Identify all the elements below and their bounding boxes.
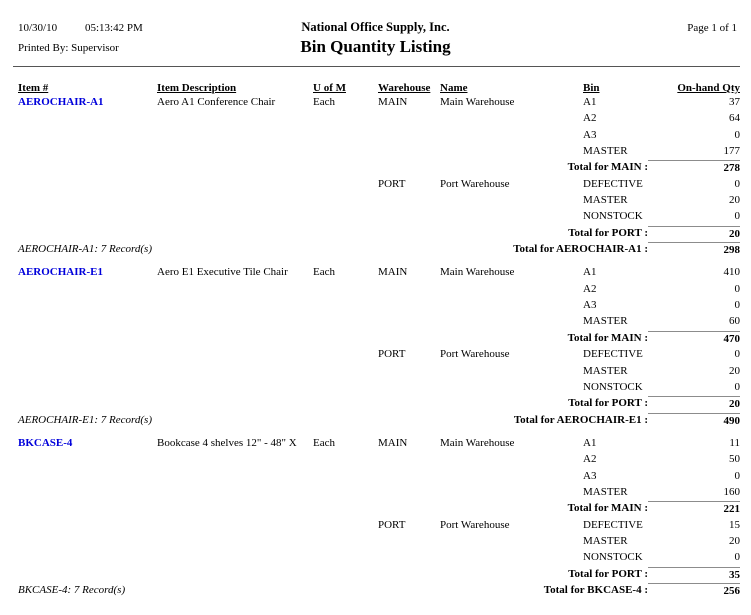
bin-data-row [18,347,740,363]
warehouse-total-qty: 20 [648,396,740,412]
warehouse-total-label: Total for MAIN : [567,502,648,515]
item-summary-row [18,413,740,429]
bin-data-row [18,518,740,534]
item-number-link [18,177,157,193]
item-description [157,193,313,209]
column-header-bin [583,82,648,94]
item-description [157,485,313,501]
bin-code: A2 [583,112,597,125]
warehouse-total-qty: 20 [648,226,740,242]
warehouse-code [378,209,440,225]
bin-data-row [18,193,740,209]
warehouse-code [378,452,440,468]
bin-code: MASTER [583,485,628,498]
onhand-qty-value: 0 [734,299,740,312]
header-divider [13,66,740,67]
unit-of-measure: Each [313,266,335,279]
item-total-qty: 490 [648,413,740,429]
warehouse-code [378,193,440,209]
warehouse-name [440,485,583,501]
warehouse-name [440,550,583,566]
warehouse-total-row [18,226,740,242]
onhand-qty-value: 60 [729,315,740,328]
onhand-qty-value: 11 [729,436,740,449]
company-name: National Office Supply, Inc. [301,20,450,34]
item-number-link [18,469,157,485]
item-number-link [18,452,157,468]
item-description [157,534,313,550]
item-description [157,111,313,127]
onhand-qty-value: 177 [723,145,740,158]
item-number-link [18,144,157,160]
bin-code: DEFECTIVE [583,348,643,361]
item-description [157,209,313,225]
bin-code: MASTER [583,145,628,158]
unit-of-measure [313,128,378,144]
unit-of-measure [313,347,378,363]
bin-data-row [18,452,740,468]
unit-of-measure [313,452,378,468]
column-header-name-label: Name [440,82,468,94]
block-gap [18,429,740,436]
bin-data-row [18,282,740,298]
record-count-label: AEROCHAIR-A1: 7 Record(s) [18,243,152,256]
bin-code: MASTER [583,194,628,207]
warehouse-name [440,469,583,485]
item-description: Aero E1 Executive Tile Chair [157,266,288,279]
item-description [157,469,313,485]
warehouse-code [378,550,440,566]
onhand-qty-value: 160 [723,485,740,498]
bin-code: A2 [583,453,597,466]
bin-data-row [18,128,740,144]
item-number-link[interactable]: BKCASE-4 [18,436,73,449]
warehouse-name: Port Warehouse [440,348,510,361]
item-number-link [18,209,157,225]
warehouse-code: PORT [378,348,406,361]
column-header-onhand-qty [648,82,740,94]
bin-code: MASTER [583,534,628,547]
warehouse-name: Port Warehouse [440,177,510,190]
item-number-link [18,193,157,209]
warehouse-code: PORT [378,518,406,531]
block-gap [18,258,740,265]
page-number: Page 1 of 1 [687,22,737,34]
bin-data-row [18,550,740,566]
bin-code: A3 [583,128,597,141]
item-number-link [18,364,157,380]
onhand-qty-value: 20 [729,364,740,377]
onhand-qty-value: 0 [734,469,740,482]
warehouse-name [440,534,583,550]
warehouse-name [440,314,583,330]
item-number-link [18,111,157,127]
onhand-qty-value: 50 [729,453,740,466]
warehouse-code [378,469,440,485]
item-total-label: Total for AEROCHAIR-A1 : [513,243,648,256]
report-title: Bin Quantity Listing [300,37,451,56]
record-count-label: BKCASE-4: 7 Record(s) [18,583,126,596]
onhand-qty-value: 0 [734,177,740,190]
column-header-warehouse [378,82,440,94]
warehouse-code: MAIN [378,96,408,108]
item-description [157,298,313,314]
unit-of-measure [313,111,378,127]
bin-code: NONSTOCK [583,380,643,393]
warehouse-total-qty: 278 [648,160,740,176]
warehouse-name [440,364,583,380]
column-header-bin-label: Bin [583,82,600,94]
unit-of-measure [313,144,378,160]
onhand-qty-value: 0 [734,128,740,141]
bin-data-row [18,95,740,111]
column-header-description [157,82,313,94]
item-number-link [18,485,157,501]
item-total-label: Total for AEROCHAIR-E1 : [513,413,648,426]
warehouse-code [378,380,440,396]
unit-of-measure [313,534,378,550]
column-header-warehouse-label: Warehouse [378,82,431,94]
item-description [157,518,313,534]
bin-code: MASTER [583,364,628,377]
warehouse-total-label: Total for PORT : [568,397,648,410]
unit-of-measure [313,298,378,314]
warehouse-code [378,282,440,298]
item-description [157,364,313,380]
warehouse-name [440,452,583,468]
warehouse-name: Main Warehouse [440,436,515,449]
item-description [157,380,313,396]
unit-of-measure [313,380,378,396]
item-number-link [18,518,157,534]
warehouse-code: PORT [378,177,406,190]
onhand-qty-value: 0 [734,348,740,361]
bin-data-row [18,209,740,225]
warehouse-total-row [18,331,740,347]
onhand-qty-value: 64 [729,112,740,125]
item-number-link [18,128,157,144]
unit-of-measure [313,518,378,534]
item-number-link [18,298,157,314]
warehouse-name [440,128,583,144]
item-number-link[interactable]: AEROCHAIR-A1 [18,96,104,108]
warehouse-code [378,298,440,314]
record-count-label: AEROCHAIR-E1: 7 Record(s) [18,413,152,426]
onhand-qty-value: 410 [723,266,740,279]
column-header-name [440,82,583,94]
unit-of-measure: Each [313,436,335,449]
printed-by: Printed By: Supervisor [18,42,119,54]
warehouse-name: Main Warehouse [440,96,515,108]
unit-of-measure [313,469,378,485]
bin-data-row [18,314,740,330]
onhand-qty-value: 15 [729,518,740,531]
warehouse-total-label: Total for PORT : [568,567,648,580]
warehouse-name [440,111,583,127]
bin-data-row [18,469,740,485]
report-rows [18,95,740,599]
item-description [157,550,313,566]
item-description [157,314,313,330]
bin-data-row [18,265,740,281]
bin-data-row [18,144,740,160]
bin-data-row [18,364,740,380]
warehouse-total-label: Total for PORT : [568,226,648,239]
item-number-link[interactable]: AEROCHAIR-E1 [18,266,103,279]
bin-data-row [18,380,740,396]
bin-code: A1 [583,96,597,108]
column-header-uom [313,82,378,94]
warehouse-code [378,111,440,127]
warehouse-code [378,314,440,330]
column-header-description-label: Item Description [157,82,237,94]
warehouse-total-label: Total for MAIN : [567,331,648,344]
warehouse-code: MAIN [378,436,408,449]
onhand-qty-value: 20 [729,194,740,207]
onhand-qty-value: 0 [734,551,740,564]
column-header-item [18,82,157,94]
warehouse-name [440,144,583,160]
item-description: Bookcase 4 shelves 12" - 48" X [157,436,297,449]
warehouse-total-row [18,396,740,412]
warehouse-code [378,128,440,144]
bin-data-row [18,436,740,452]
bin-code: A1 [583,436,597,449]
item-number-link [18,282,157,298]
warehouse-total-qty: 35 [648,567,740,583]
warehouse-name: Main Warehouse [440,266,515,279]
item-total-qty: 256 [648,583,740,599]
item-summary-row [18,583,740,599]
warehouse-name [440,209,583,225]
warehouse-total-row [18,501,740,517]
item-description [157,282,313,298]
item-description [157,452,313,468]
warehouse-code: MAIN [378,266,408,279]
item-number-link [18,534,157,550]
report-time: 05:13:42 PM [85,22,143,34]
unit-of-measure [313,177,378,193]
bin-code: MASTER [583,315,628,328]
onhand-qty-value: 0 [734,210,740,223]
bin-code: A1 [583,266,597,279]
item-summary-row [18,242,740,258]
unit-of-measure [313,282,378,298]
item-description [157,144,313,160]
item-description [157,177,313,193]
warehouse-total-row [18,160,740,176]
unit-of-measure [313,550,378,566]
warehouse-code [378,144,440,160]
unit-of-measure [313,209,378,225]
warehouse-name [440,298,583,314]
warehouse-code [378,364,440,380]
bin-data-row [18,485,740,501]
unit-of-measure [313,364,378,380]
unit-of-measure: Each [313,96,335,108]
unit-of-measure [313,314,378,330]
onhand-qty-value: 20 [729,534,740,547]
bin-data-row [18,111,740,127]
bin-code: NONSTOCK [583,210,643,223]
warehouse-name [440,380,583,396]
item-number-link [18,347,157,363]
item-description [157,128,313,144]
warehouse-name [440,193,583,209]
warehouse-code [378,485,440,501]
onhand-qty-value: 0 [734,380,740,393]
bin-data-row [18,298,740,314]
bin-data-row [18,534,740,550]
onhand-qty-value: 37 [729,96,740,108]
item-total-qty: 298 [648,242,740,258]
column-header-uom-label: U of M [313,82,346,94]
bin-code: NONSTOCK [583,551,643,564]
item-number-link [18,550,157,566]
warehouse-total-label: Total for MAIN : [567,161,648,174]
warehouse-name: Port Warehouse [440,518,510,531]
onhand-qty-value: 0 [734,282,740,295]
warehouse-code [378,534,440,550]
bin-code: DEFECTIVE [583,177,643,190]
bin-data-row [18,177,740,193]
unit-of-measure [313,193,378,209]
warehouse-total-row [18,567,740,583]
item-description [157,347,313,363]
bin-code: DEFECTIVE [583,518,643,531]
item-number-link [18,380,157,396]
unit-of-measure [313,485,378,501]
warehouse-name [440,282,583,298]
item-description: Aero A1 Conference Chair [157,96,276,108]
item-total-label: Total for BKCASE-4 : [543,583,648,596]
warehouse-total-qty: 470 [648,331,740,347]
bin-code: A3 [583,469,597,482]
column-header-row [18,82,740,94]
warehouse-total-qty: 221 [648,501,740,517]
item-number-link [18,314,157,330]
column-header-onhand-qty-label: On-hand Qty [677,82,740,94]
column-header-item-label: Item # [18,82,49,94]
bin-code: A2 [583,282,597,295]
report-date: 10/30/10 [18,22,58,34]
bin-code: A3 [583,299,597,312]
